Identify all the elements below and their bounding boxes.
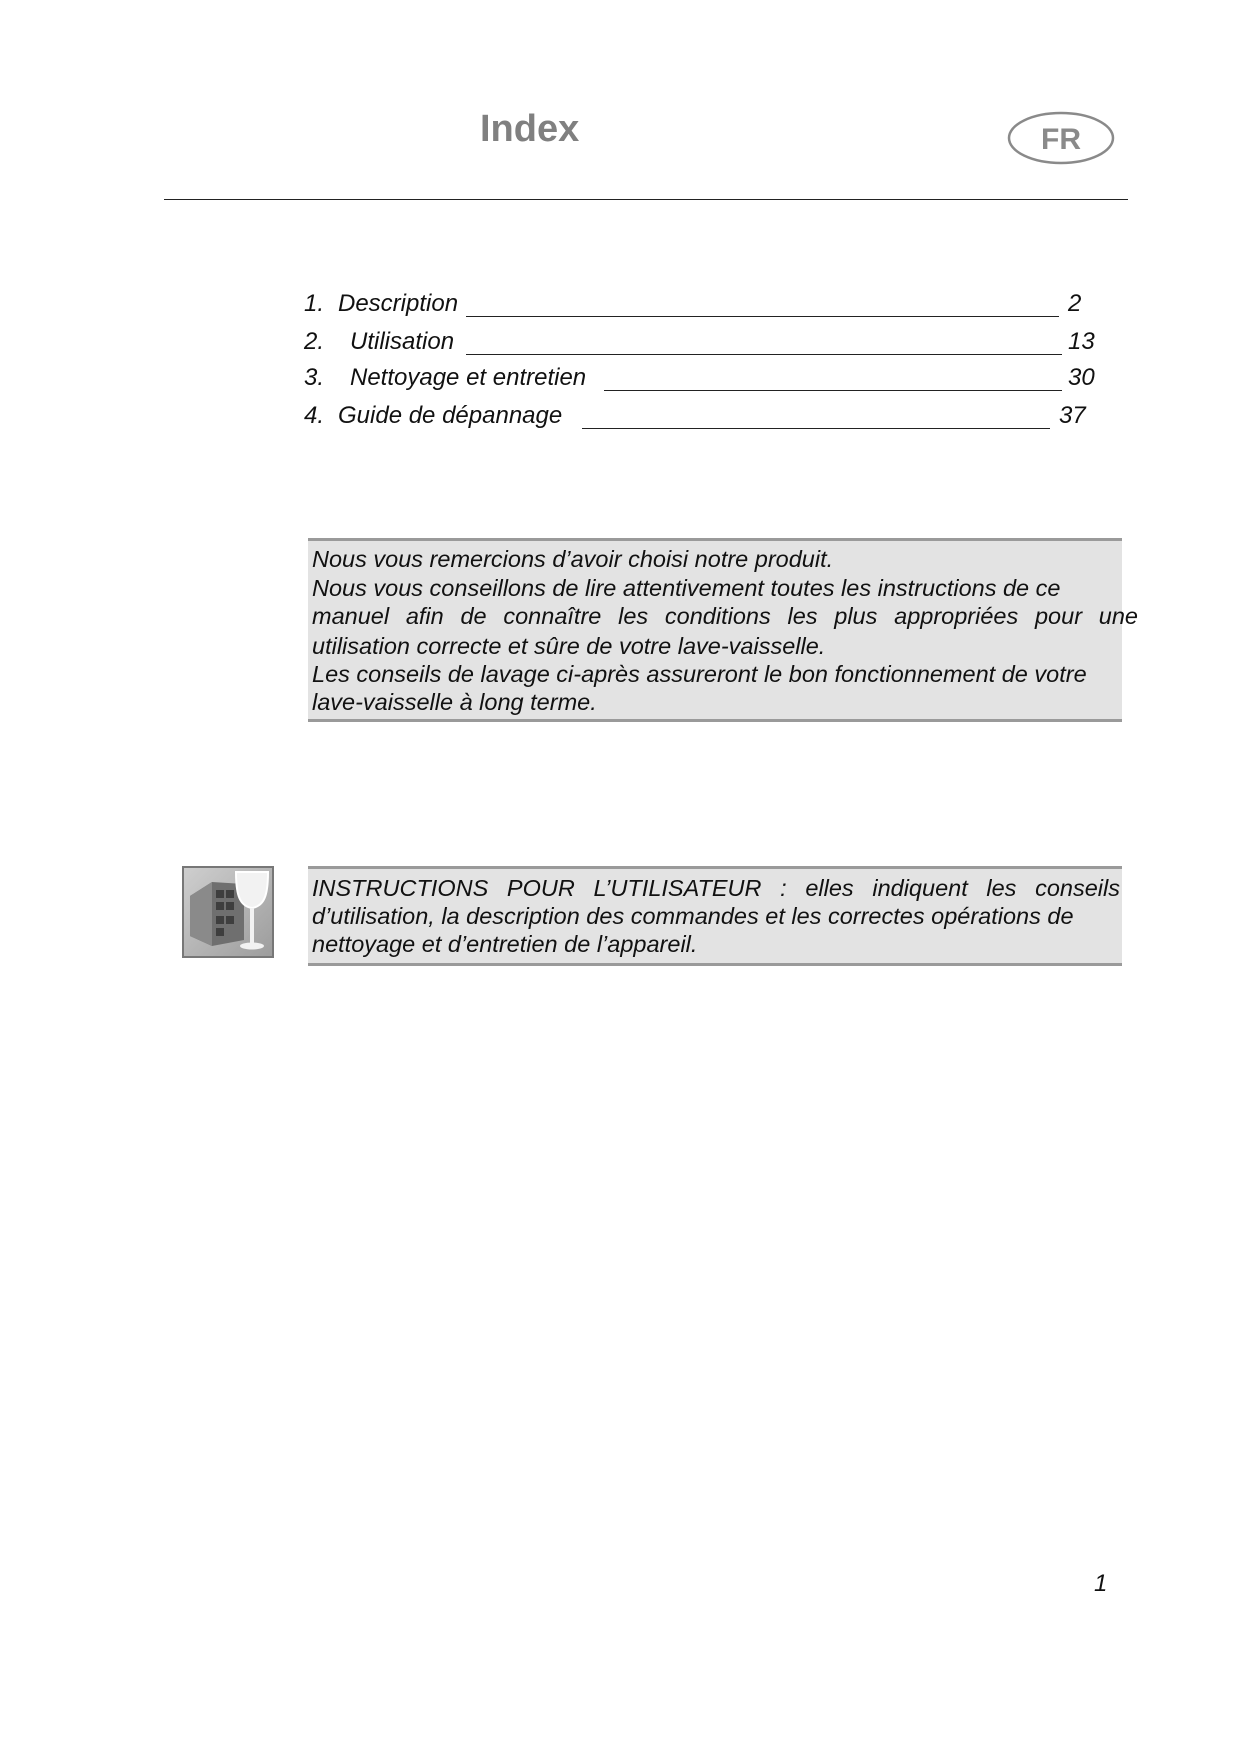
toc-item-label: Guide de dépannage	[338, 402, 563, 429]
toc-item-nettoyage[interactable]	[304, 364, 1104, 394]
intro-note-box	[308, 538, 1138, 722]
header-divider	[164, 199, 1128, 200]
toc-item-number: 3.	[304, 364, 325, 391]
intro-note-line: utilisation correcte et sûre de votre lave-vaisselle.	[312, 633, 826, 659]
toc-item-page: 13	[1068, 328, 1095, 355]
toc-item-page: 30	[1068, 364, 1095, 391]
language-badge-text: FR	[1041, 123, 1081, 156]
toc-item-number: 2.	[304, 328, 325, 355]
toc-item-label: Description	[338, 290, 459, 317]
toc-item-page: 2	[1068, 290, 1082, 317]
instructions-line: d’utilisation, la description des commandes et les correctes opérations de	[312, 903, 1074, 929]
toc-item-number: 4.	[304, 402, 325, 429]
user-instructions-box	[308, 866, 1122, 966]
intro-note-line: Nous vous remercions d’avoir choisi notre produit.	[312, 546, 834, 572]
toc-item-description[interactable]	[304, 290, 1104, 320]
instructions-line: INSTRUCTIONS POUR L’UTILISATEUR : elles indiquent les conseils	[312, 875, 1120, 901]
toc-item-label: Nettoyage et entretien	[350, 364, 587, 391]
intro-note-line: Les conseils de lavage ci-après assureront le bon fonctionnement de votre	[312, 661, 1087, 687]
toc-item-page: 37	[1059, 402, 1086, 429]
intro-note-line: Nous vous conseillons de lire attentivement toutes les instructions de ce	[312, 575, 1061, 601]
toc-leader-line	[466, 354, 1062, 355]
intro-note-line: lave-vaisselle à long terme.	[312, 689, 597, 715]
toc-item-guide[interactable]	[304, 402, 1104, 432]
dishwasher-glass-icon	[182, 866, 274, 958]
toc-item-utilisation[interactable]	[304, 328, 1104, 358]
toc-leader-line	[582, 428, 1050, 429]
page-title: Index	[480, 108, 580, 150]
intro-note-line: manuel afin de connaître les conditions les plus appropriées pour une	[312, 603, 1138, 629]
page-number: 1	[1094, 1570, 1108, 1597]
language-badge	[1006, 110, 1116, 166]
toc-item-number: 1.	[304, 290, 325, 317]
toc-item-label: Utilisation	[350, 328, 455, 355]
toc-leader-line	[604, 390, 1062, 391]
instructions-line: nettoyage et d’entretien de l’appareil.	[312, 931, 698, 957]
toc-leader-line	[466, 316, 1059, 317]
